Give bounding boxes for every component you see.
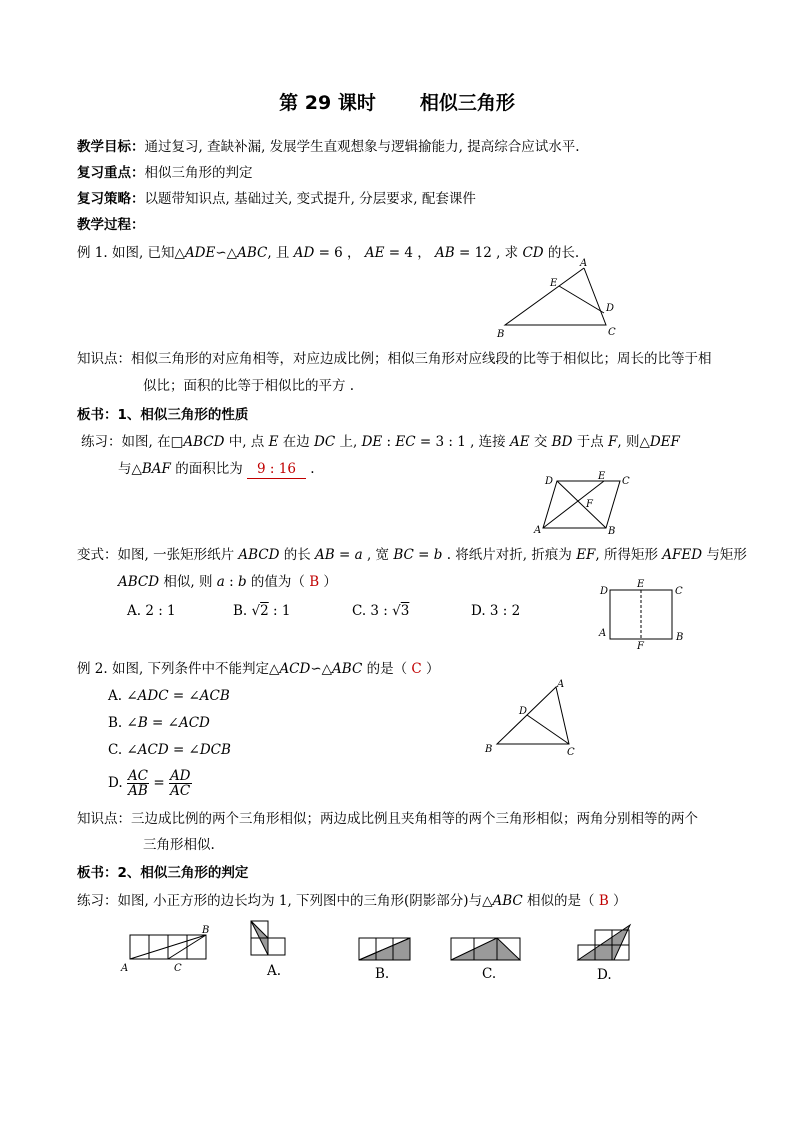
fig1-lines [505,268,606,325]
review-focus: 复习重点：相似三角形的判定 [77,165,253,181]
knowledge-point-1: 知识点：相似三角形的对应角相等，对应边成比例；相似三角形对应线段的比等于相似比；周长的比等于相 [77,351,712,367]
fig4-label-c: C [567,747,575,758]
fig3-label-d: D [600,586,609,597]
fig4-segment-cd [527,715,569,744]
ex2-option-d: D. $\frac{AC}{AB}$ = $\frac{AD}{AC}$ [108,768,191,799]
example-2: 例 2. 如图, 下列条件中不能判定△ACD∽△ABC 的是（ C ） [77,661,440,677]
figure-parallelogram-abcd [530,470,640,540]
teaching-goals: 教学目标：通过复习, 查缺补漏, 发展学生直观想象与逻辑揄能力, 提高综合应试水平. [77,139,580,155]
lesson-number: 第 29 课时 [279,92,376,114]
fig3-label-e: E [637,579,645,590]
knowledge-point-1-cont: 似比；面积的比等于相似比的平方 . [143,378,355,394]
option-label-a: A. [267,963,282,979]
option-figure-a [248,918,298,963]
board-heading-2: 板书：2、相似三角形的判定 [77,865,249,881]
variant-option-d: D. 3 : 2 [471,603,521,619]
ex2-option-a: A. ∠ADC = ∠ACB [108,688,230,704]
ex2-option-b: B. ∠B = ∠ACD [108,715,210,731]
fig1-label-d: D [606,303,615,314]
knowledge-point-2: 知识点：三边成比例的两个三角形相似；两边成比例且夹角相等的两个三角形相似；两角分别相等的两个 [77,811,698,827]
fig3-label-a: A [599,628,607,639]
variant-problem-cont: ABCD 相似, 则 a : b 的值为（ B ） [118,574,337,590]
board-heading-1: 板书：1、相似三角形的性质 [77,407,249,423]
variant-option-a: A. 2 : 1 [127,603,176,619]
option-figure-d [574,920,639,965]
knowledge-point-2-cont: 三角形相似. [143,837,215,853]
option-figure-c [448,933,528,963]
fig2-label-e: E [598,471,606,482]
fig2-diagonal-bd [557,481,606,528]
fig2-label-f: F [586,499,593,510]
figure-triangle-ade-abc [490,255,630,340]
fig1-label-e: E [550,278,558,289]
ex2-option-c: C. ∠ACD = ∠DCB [108,742,231,758]
variant-option-c: C. 3 : √3 [352,603,410,619]
fig4-label-a: A [557,679,565,690]
option-figure-b [356,933,416,963]
fig3-label-b: B [676,632,684,643]
fig2-label-d: D [545,476,554,487]
grid-label-b: B [202,925,210,936]
figure-grid-abc [118,923,218,973]
fig2-label-b: B [608,526,616,537]
fig3-label-f: F [637,641,644,652]
fig4-label-d: D [519,706,528,717]
option-label-c: C. [482,966,497,982]
fig1-label-b: B [497,329,505,340]
option-label-b: B. [375,966,390,982]
fig1-label-c: C [608,327,616,338]
fig2-label-c: C [622,476,630,487]
fig3-label-c: C [675,586,683,597]
example-2-answer: C [411,661,422,677]
option-label-d: D. [597,967,612,983]
practice-1-cont: 与△BAF 的面积比为 9 : 16 . [118,461,315,477]
fig4-triangle-abc [497,687,569,744]
fig1-segment-ed [559,286,604,313]
variant-answer: B [309,574,320,590]
teaching-process: 教学过程： [77,217,145,233]
variant-option-b: B. √2 : 1 [233,603,291,619]
fig2-segment-ae [543,481,604,528]
practice-2: 练习：如图, 小正方形的边长均为 1, 下列图中的三角形(阴影部分)与△ABC 相似的是（ B ） [77,893,627,909]
grid-label-a: A [121,963,129,974]
practice-1-answer: 9 : 16 [247,460,306,479]
figure-rectangle-abcd [595,578,695,650]
practice-1: 练习：如图, 在□ABCD 中, 点 E 在边 DC 上, DE : EC = 3 : 1 , 连接 AE 交 BD 于点 F, 则△DEF [81,434,680,450]
fig2-label-a: A [534,525,542,536]
example-1: 例 1. 如图, 已知△ADE∽△ABC, 且 AD = 6 ， AE = 4 ， AB = 12 , 求 CD 的长. [77,245,580,261]
page-title [0,88,794,115]
practice-2-answer: B [598,893,609,909]
lesson-name: 相似三角形 [419,92,515,114]
grid-label-c: C [174,963,182,974]
figure-triangle-acd-abc [480,676,590,761]
fig4-label-b: B [485,744,493,755]
variant-problem: 变式：如图, 一张矩形纸片 ABCD 的长 AB = a , 宽 BC = b . 将纸片对折, 折痕为 EF, 所得矩形 AFED 与矩形 [77,547,747,563]
fig1-label-a: A [580,258,588,269]
review-strategy: 复习策略：以题带知识点, 基础过关, 变式提升, 分层要求, 配套课件 [77,191,476,207]
